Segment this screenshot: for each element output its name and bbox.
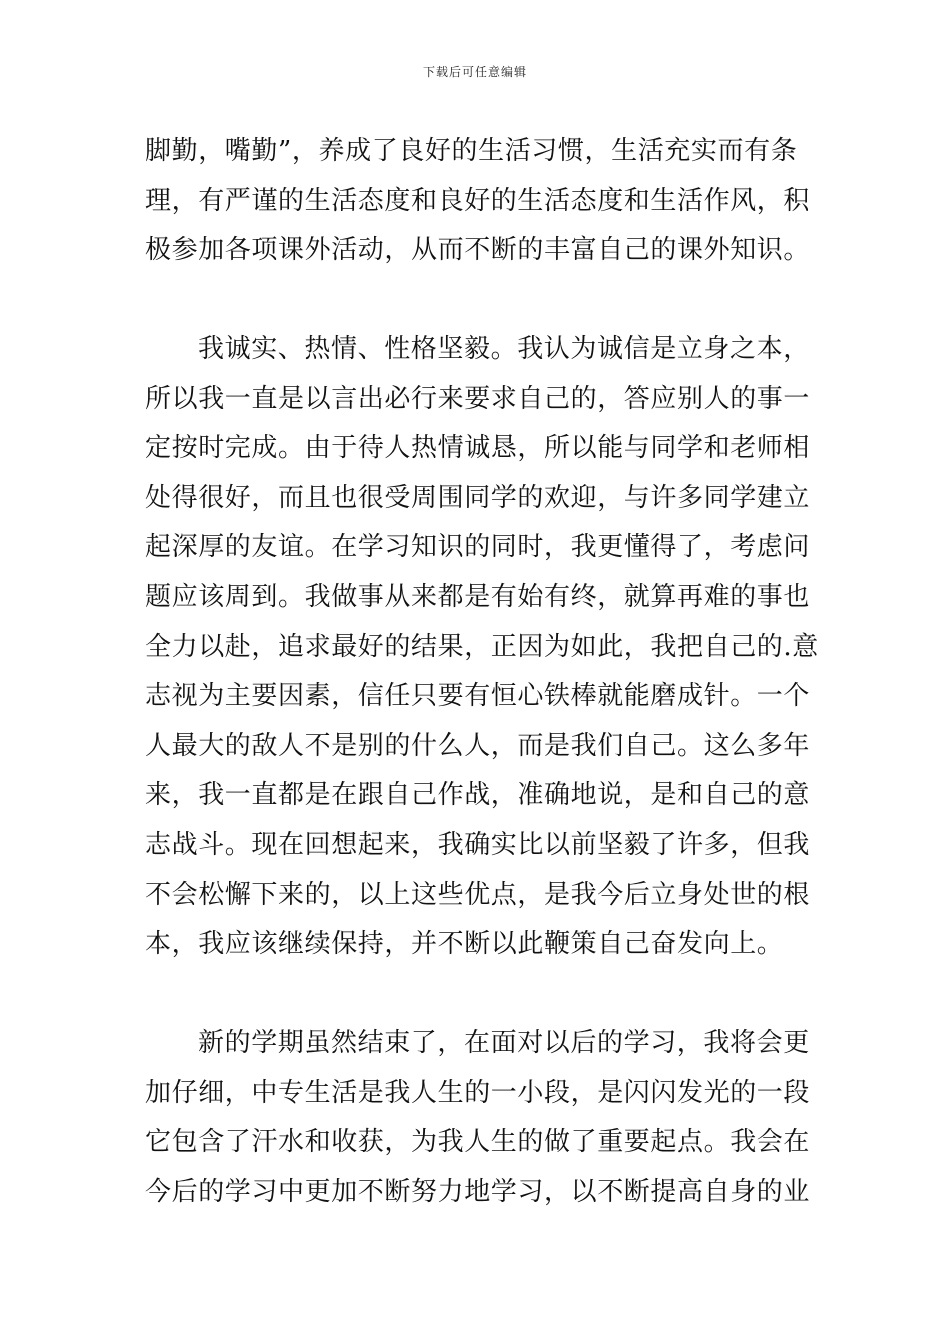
text-line: 不会松懈下来的，以上这些优点，是我今后立身处世的根 (145, 879, 811, 910)
paragraph-3 (145, 1019, 811, 1217)
text-line: 加仔细，中专生活是我人生的一小段，是闪闪发光的一段 (145, 1077, 811, 1108)
text-line: 人最大的敌人不是别的什么人，而是我们自己。这么多年 (145, 730, 811, 761)
text-line: 题应该周到。我做事从来都是有始有终，就算再难的事也 (145, 581, 811, 612)
text-line: 志战斗。现在回想起来，我确实比以前坚毅了许多，但我 (145, 829, 811, 860)
text-line: 来，我一直都是在跟自己作战，准确地说，是和自己的意 (145, 780, 811, 811)
text-line: 理，有严谨的生活态度和良好的生活态度和生活作风，积 (145, 185, 811, 216)
text-line: 定按时完成。由于待人热情诚恳，所以能与同学和老师相 (145, 433, 811, 464)
text-line-first: 新的学期虽然结束了，在面对以后的学习，我将会更 (198, 1028, 810, 1058)
text-line: 所以我一直是以言出必行来要求自己的，答应别人的事一 (145, 383, 811, 414)
text-line: 全力以赴，追求最好的结果，正因为如此，我把自己的.意 (145, 631, 819, 662)
paragraph-2 (145, 325, 819, 970)
page-header: 下载后可任意编辑 (422, 65, 527, 79)
text-line: 本，我应该继续保持，并不断以此鞭策自己奋发向上。 (145, 929, 784, 960)
text-line: 起深厚的友谊。在学习知识的同时，我更懂得了，考虑问 (145, 532, 811, 563)
text-line: 志视为主要因素，信任只要有恒心铁棒就能磨成针。一个 (145, 681, 811, 712)
text-line-first: 我诚实、热情、性格坚毅。我认为诚信是立身之本， (198, 334, 810, 364)
text-line: 今后的学习中更加不断努力地学习，以不断提高自身的业 (145, 1176, 811, 1207)
text-line: 它包含了汗水和收获，为我人生的做了重要起点。我会在 (145, 1127, 811, 1158)
text-line: 处得很好，而且也很受周围同学的欢迎，与许多同学建立 (145, 482, 811, 513)
paragraph-1 (145, 127, 811, 276)
text-line: 极参加各项课外活动，从而不断的丰富自己的课外知识。 (145, 235, 811, 266)
text-line: 脚勤，嘴勤”，养成了良好的生活习惯，生活充实而有条 (145, 136, 798, 166)
